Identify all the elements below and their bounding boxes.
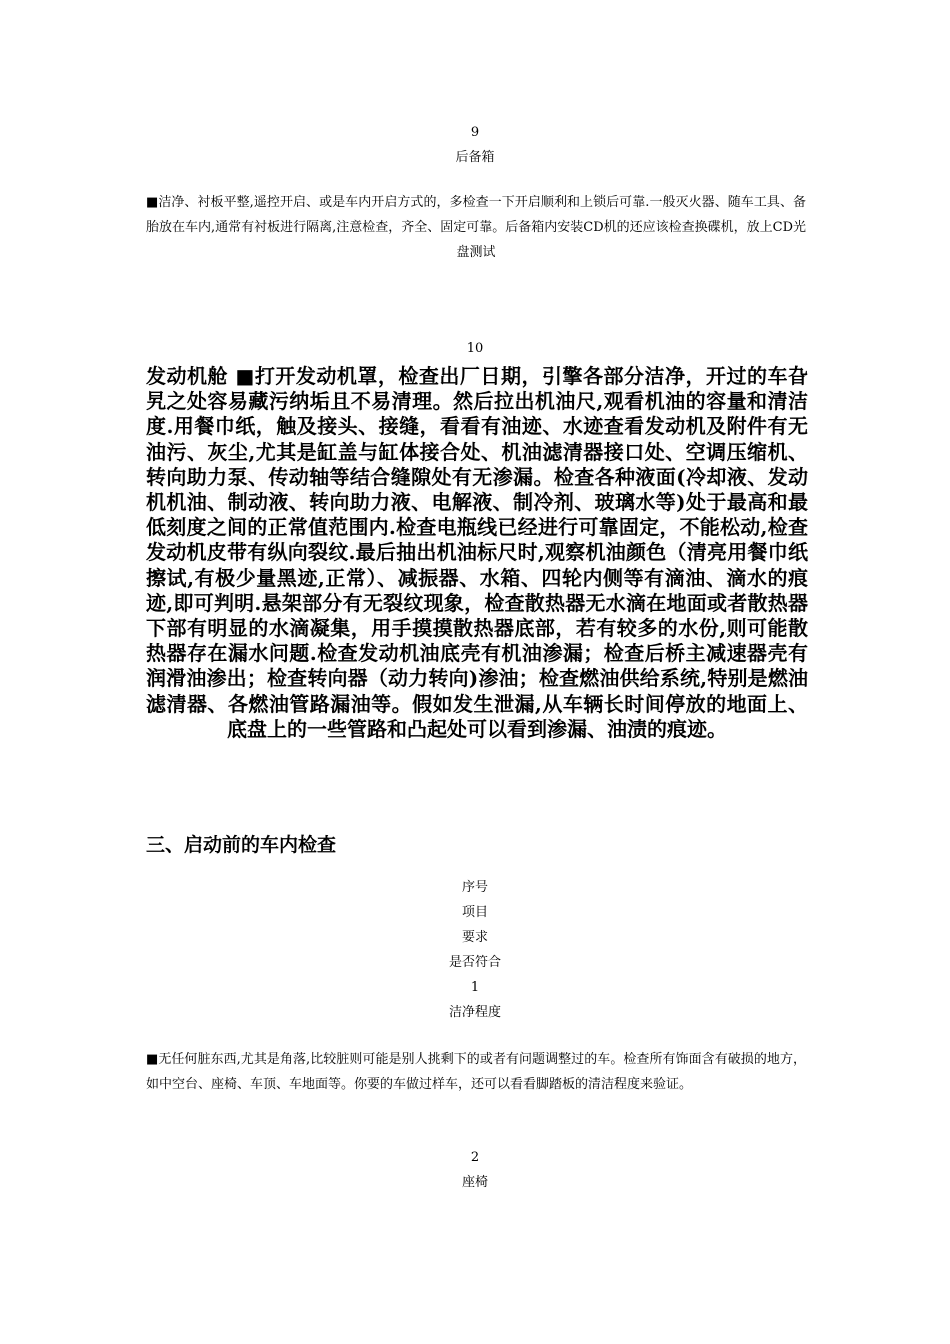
item-2-title: 座椅	[461, 1175, 488, 1190]
table-header-item: 项目	[461, 905, 488, 920]
section-9-text: ■洁净、衬板平整,遥控开启、或是车内开启方式的，多检查一下开启顺利和上锁后可靠.一般灭火器、随车工具、备胎放在车内,通常有衬板进行隔离,注意检查，齐全、固定可靠。后备箱内安装CD机的还应该检查换碟机，放上CD光盘测试	[146, 195, 807, 260]
table-header-compliance: 是否符合	[448, 955, 501, 970]
item-1-text: ■无任何脏东西,尤其是角落,比较脏则可能是别人挑剩下的或者有问题调整过的车。检查所有饰面含有破损的地方，如中空台、座椅、车顶、车地面等。你要的车做过样车，还可以看看脚踏板的清洁程度来验证。	[146, 1052, 806, 1092]
table-header-requirement: 要求	[461, 930, 488, 945]
item-2-number: 2	[470, 1150, 480, 1165]
section-10-text: 发动机舱 ■打开发动机罩，检查出厂日期，引擎各部分洁净，开过的车旮旯之处容易藏污纳垢且不易清理。然后拉出机油尺,观看机油的容量和清洁度.用餐巾纸，触及接头、接缝，看看有油迹、水迹查看发动机及附件有无油污、灰尘,尤其是缸盖与缸体接合处、机油滤清器接口处、空调压缩机、转向助力泵、传动轴等结合缝隙处有无渗漏。检查各种液面(冷却液、发动机机油、制动液、转向助力液、电解液、制冷剂、玻璃水等)处于最高和最低刻度之间的正常值范围内.检查电瓶线已经进行可靠固定，不能松动,检查发动机皮带有纵向裂纹.最后抽出机油标尺时,观察机油颜色（清亮用餐巾纸擦试,有极少量黑迹,正常）、减振器、水箱、四轮内侧等有滴油、滴水的痕迹,即可判明.悬架部分有无裂纹现象，检查散热器无水滴在地面或者散热器下部有明显的水滴凝集，用手摸摸散热器底部，若有较多的水份,则可能散热器存在漏水问题.检查发动机油底壳有机油渗漏；检查后桥主减速器壳有润滑油渗出；检查转向器（动力转向)渗油；检查燃油供给系统,特别是燃油滤清器、各燃油管路漏油等。假如发生泄漏,从车辆长时间停放的地面上、底盘上的一些管路和凸起处可以看到渗漏、油渍的痕迹。	[146, 364, 808, 741]
item-1-number: 1	[470, 980, 480, 995]
section-heading: 三、启动前的车内检查	[146, 834, 337, 856]
section-9-number: 9	[470, 125, 480, 140]
table-header-serial: 序号	[461, 880, 488, 895]
section-10-number: 10	[466, 341, 484, 356]
item-1-title: 洁净程度	[448, 1005, 501, 1020]
section-9-title: 后备箱	[455, 150, 495, 165]
